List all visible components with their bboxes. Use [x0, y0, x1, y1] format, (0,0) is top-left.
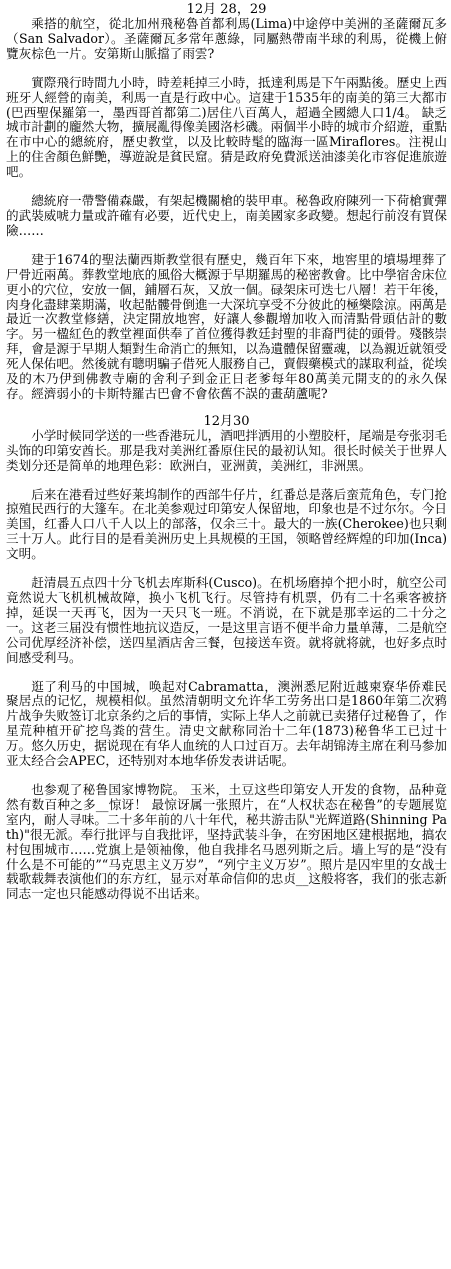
paragraph-presidential-palace: 總統府一帶警備森嚴，有架起機關槍的裝甲車。秘魯政府陳列一下荷槍實彈的武裝威唬力量或許確有必要，近代史上，南美國家多政變。想起行前沒有買保險…… — [6, 193, 447, 238]
paragraph-childhood-memory: 小学时候同学送的一些香港玩儿，酒吧拌洒用的小塑胶杆，尾端是夸张羽毛头饰的印第安酋长。那是我对美洲红番原住民的最初认知。很长时候关于世界人类划分还是简单的地理色彩：欧洲白，亚洲黄，美洲红，非洲黑。 — [6, 427, 447, 473]
entry-dec-30 — [6, 414, 447, 902]
paragraph-lima-city-tour: 實際飛行時間九小時，時差耗掉三小時，抵達利馬是下午兩點後。歷史上西班牙人經營的南美，利馬一直是行政中心。這建于1535年的南美的第三大都市(巴西聖保羅第一，墨西哥首都第二)居住八百萬人，超過全國總人口1/4。 缺乏城市計劃的龐然大物，擴展亂得像美國洛杉磯。兩個半小時的城市介紹遊，重點在市中心的總統府，歷史教堂，以及比較時髦的臨海一區Miraflores。注視山上的住舍顏色鮮艷，導遊說是貧民窟。猜是政府免費派送油漆美化市容促進旅遊吧。 — [6, 74, 447, 180]
paragraph-flight-to-cusco: 赶清晨五点四十分飞机去库斯科(Cusco)。在机场磨掉个把小时，航空公司竟然说大飞机机械故障，换小飞机飞行。尽管持有机票，仍有二十名乘客被挤掉，延误一天再飞，因为一天只飞一班。不消说，在下就是那幸运的二十分之一。这老三届没有惯性地抗议造反，一是这里言语不便半命力量单薄，二是航空公司优厚经济补偿，送四星酒店舍三餐，包接送车资。就将就将就，也好多点时间感受利马。 — [6, 575, 447, 665]
entry-dec-28-29 — [6, 2, 447, 402]
paragraph-flight-to-lima: 乘搭的航空，從北加州飛秘魯首都利馬(Lima)中途停中美洲的圣薩爾瓦多（San Salvador）。圣薩爾瓦多常年蔥綠，同屬熱帶南半球的利馬，從機上俯覽灰棕色一片。安第斯山脈擋了雨雲? — [6, 16, 447, 61]
paragraph-chinatown: 逛了利马的中国城，唤起对Cabramatta，澳洲悉尼附近越柬寮华侨难民聚居点的记忆，规模相似。虽然清朝明文允许华工劳务出口是1860年第二次鸦片战争失败签订北京条约之后的事情，实际上华人之前就已卖猪仔过秘鲁了，作星荒种植开矿挖鸟粪的营生。清史文献称同治十二年(1873)秘鲁华工已过十万。悠久历史，据说现在有华人血统的人口过百万。去年胡锦涛主席在利马参加亚太经合会APEC，还特别对本地华侨发表讲话呢。 — [6, 678, 447, 769]
entry-date-heading: 12月30 — [203, 413, 250, 429]
paragraph-san-francisco-church: 建于1674的聖法蘭西斯教堂很有歷史，幾百年下來，地窖里的墳場埋葬了尸骨近兩萬。葬教堂地底的風俗大概源于早期羅馬的秘密教會。比中學宿舍床位更小的穴位，安放一個，鋪層石灰，又放一個。碌架床可迭七八層！若干年後，肉身化盡肆業期滿，收起骷髏骨倒進一大深坑享受不分彼此的極樂陰涼。兩萬是最近一次教堂修繕，決定開放地窖，好讓人參觀增加收入而清點骨頭估計的數字。另一楹紅色的教堂裡面供奉了首位獲得教廷封聖的非裔門徒的頭骨。殘骸崇拜，會是源于早期人類對生命消亡的無知，以為遺體保留靈魂，以為親近就領受死人保佑吧。然後就有聰明騙子借死人服務自己，賣假藥模式的謀取利益，從埃及的木乃伊到佛教寺廟的舍利子到金正日老爹每年80萬美元開支的的永久保存。經濟弱小的卡斯特羅古巴會不會依舊不誤的畫葫蘆呢? — [6, 251, 447, 401]
paragraph-western-films: 后来在港看过些好莱坞制作的西部牛仔片，红番总是落后蛮荒角色，专门抢掠殖民西行的大篷车。在北美参观过印第安人保留地，印象也是不过尔尔。今日美国，红番人口八千人以上的部落，仅余三十。最大的一族(Cherokee)也只剩三十万人。此行目的是看美洲历史上具规模的王国，领略曾经辉煌的印加(Inca)文明。 — [6, 486, 447, 562]
entry-date-heading: 12月 28，29 — [186, 2, 267, 17]
paragraph-national-museum: 也参观了秘鲁国家博物院。 玉米，土豆这些印第安人开发的食物，品种竟然有数百种之多__惊讶！ 最惊讶属一张照片，在“人权状态在秘鲁”的专题展览室内，耐人寻味。二十多年前的八十年代，秘共游击队"光辉道路(Shinning Path)"很无派。奉行批评与自我批评，坚持武装斗争，在穷困地区建根据地，搞农村包围城市……党旗上是领袖像，他自我排名马恩列斯之后。墙上写的是“没有什么是不可能的”“马克思主义万岁”，“列宁主义万岁”。照片是囚牢里的女战士载歌载舞表演他们的东方红，显示对革命信仰的忠贞__这般将客，我们的张志新同志一定也只能感动得说不出话来。 — [6, 781, 447, 902]
